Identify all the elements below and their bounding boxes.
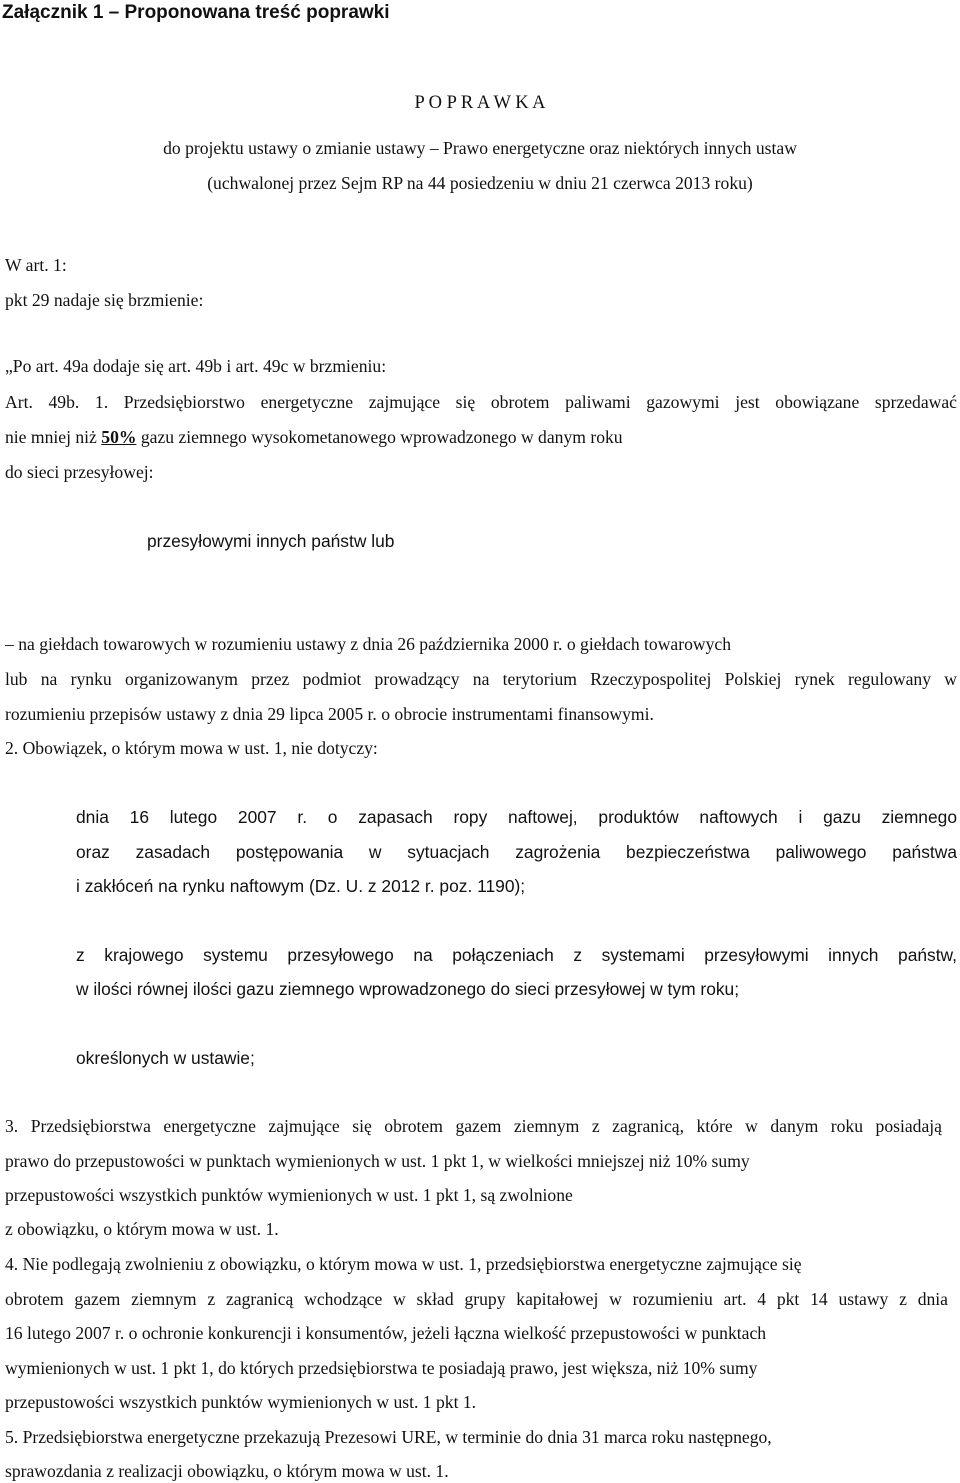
list2-item-2-line3: w ilości równej ilości gazu ziemnego wprowadzonego do sieci przesyłowej w tym roku; [76, 979, 740, 999]
p3-line-4: z obowiązku, o którym mowa w ust. 1. [5, 1219, 279, 1239]
p4-line-3: 16 lutego 2007 r. o ochronie konkurencji i konsumentów, jeżeli łączna wielkość przepustowości w punktach [5, 1323, 767, 1343]
p1-after-3: rozumieniu przepisów ustawy z dnia 29 lipca 2005 r. o obrocie instrumentami finansowymi. [5, 704, 654, 724]
page-title: Załącznik 1 – Proponowana treść poprawki [2, 2, 390, 23]
intro-pkt: pkt 29 nadaje się brzmienie: [5, 290, 204, 310]
p1-after-2: lub na rynku organizowanym przez podmiot prowadzący na terytorium Rzeczypospolitej Polskiej rynek regulowany w [5, 669, 957, 689]
list2-item-1-line2: dnia 16 lutego 2007 r. o zapasach ropy naftowej, produktów naftowych i gazu ziemnego [76, 807, 957, 827]
p3-line-3: przepustowości wszystkich punktów wymienionych w ust. 1 pkt 1, są zwolnione [5, 1185, 573, 1205]
p1-line2-percent: 50% [101, 427, 137, 447]
p4-line-5: przepustowości wszystkich punktów wymienionych w ust. 1 pkt 1. [5, 1392, 477, 1412]
poprawka-heading: P O P R A W K A [414, 93, 546, 113]
art49b-p1-line1: Art. 49b. 1. Przedsiębiorstwo energetyczne zajmujące się obrotem paliwami gazowymi jest obowiązane sprzedawać [5, 392, 957, 412]
list2-item-2-line2: z krajowego systemu przesyłowego na połączeniach z systemami przesyłowymi innych państw, [76, 945, 957, 965]
p1-line2-after: gazu ziemnego wysokometanowego wprowadzonego w danym roku [136, 427, 623, 447]
list2-item-1-line3: oraz zasadach postępowania w sytuacjach zagrożenia bezpieczeństwa paliwowego państwa [76, 842, 957, 862]
p5-line-1: 5. Przedsiębiorstwa energetyczne przekazują Prezesowi URE, w terminie do dnia 31 marca roku następnego, [5, 1427, 772, 1447]
p4-line-1: 4. Nie podlegają zwolnieniu z obowiązku, o którym mowa w ust. 1, przedsiębiorstwa energetyczne zajmujące się [5, 1254, 802, 1274]
intro-art: W art. 1: [5, 255, 67, 275]
heading-line-2: (uchwalonej przez Sejm RP na 44 posiedzeniu w dniu 21 czerwca 2013 roku) [207, 173, 753, 193]
p1-after-1: – na giełdach towarowych w rozumieniu ustawy z dnia 26 października 2000 r. o giełdach towarowych [5, 634, 731, 654]
list2-item-3-line2: określonych w ustawie; [76, 1048, 255, 1068]
heading-line-1: do projektu ustawy o zmianie ustawy – Prawo energetyczne oraz niektórych innych ustaw [163, 138, 797, 158]
intro-po-art: „Po art. 49a dodaje się art. 49b i art. 49c w brzmieniu: [5, 356, 387, 376]
p4-line-2: obrotem gazem ziemnym z zagranicą wchodzące w skład grupy kapitałowej w rozumieniu art. 4 pkt 14 ustawy z dnia [5, 1289, 948, 1309]
list1-item-1-cont: przesyłowymi innych państw lub [147, 531, 395, 551]
p1-line2-before: nie mniej niż [5, 427, 102, 447]
p3-line-1: 3. Przedsiębiorstwa energetyczne zajmujące się obrotem gazem ziemnym z zagranicą, które w danym roku posiadają [5, 1116, 942, 1136]
art49b-p1-line2 [5, 425, 960, 449]
p2-intro: 2. Obowiązek, o którym mowa w ust. 1, nie dotyczy: [5, 738, 378, 758]
list2-item-1-line4: i zakłóceń na rynku naftowym (Dz. U. z 2012 r. poz. 1190); [76, 876, 526, 896]
art49b-p1-line3: do sieci przesyłowej: [5, 462, 154, 482]
p3-line-2: prawo do przepustowości w punktach wymienionych w ust. 1 pkt 1, w wielkości mniejszej niż 10% sumy [5, 1151, 750, 1171]
p5-line-2: sprawozdania z realizacji obowiązku, o którym mowa w ust. 1. [5, 1461, 449, 1481]
p4-line-4: wymienionych w ust. 1 pkt 1, do których przedsiębiorstwa te posiadają prawo, jest większa, niż 10% sumy [5, 1358, 758, 1378]
